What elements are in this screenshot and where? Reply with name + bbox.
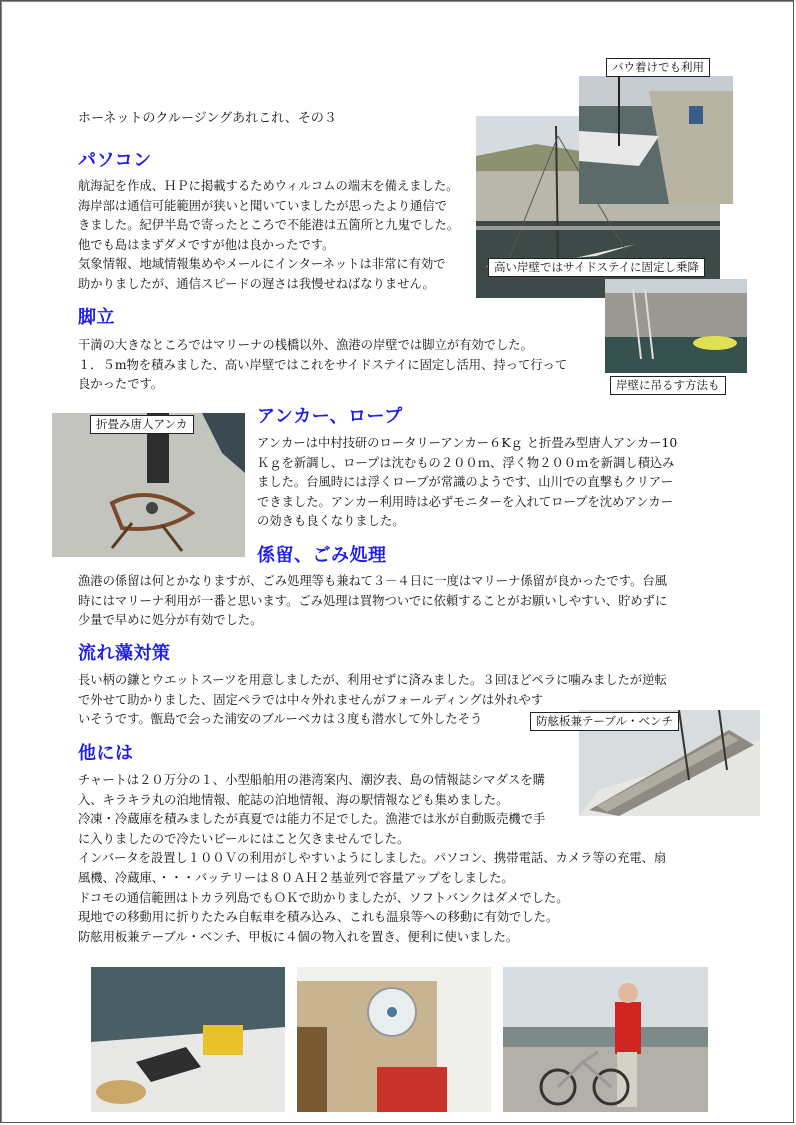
caption-hang: 岸壁に吊るす方法も — [610, 376, 726, 395]
text-line: 防舷用板兼テーブル・ベンチ、甲板に４個の物入れを置き、便利に使いました。 — [78, 929, 519, 944]
paragraph-anchor — [257, 434, 677, 532]
text-line: インバータを設置し１００Ｖの利用がしやすいようにしました。パソコン、携帯電話、カメラ等の充電、扇 — [78, 851, 667, 866]
paragraph-other — [78, 771, 666, 947]
text-line: 少量で早めに処分が有効でした。 — [78, 613, 263, 628]
text-line: 海岸部は通信可能範囲が狭いと聞いていましたが思ったより通信で — [78, 198, 447, 213]
caption-anchor: 折畳み唐人アンカ — [90, 415, 194, 434]
text-line: 航海記を作成、ＨＰに掲載するためウィルコムの端末を備えました。 — [78, 179, 459, 193]
heading-pc: パソコン — [78, 150, 152, 171]
text-line: できました。アンカー利用時は必ずモニターを入れてロープを沈めアンカー — [257, 494, 674, 509]
caption-high-wall: 高い岸壁ではサイドステイに固定し乗降 — [488, 258, 705, 277]
photo-deck-storage — [91, 967, 285, 1112]
text-line: アンカーは中村技研のロータリーアンカー６Kｇ と折畳み型唐人アンカー10 — [257, 436, 678, 450]
text-line: 助かりましたが、通信スピードの遅さは我慢せねばなりません。 — [78, 276, 435, 291]
paragraph-mooring — [78, 572, 667, 631]
text-line: 良かったです。 — [78, 377, 164, 392]
heading-other: 他には — [78, 743, 134, 764]
text-line: 漁港の係留は何とかなりますが、ごみ処理等も兼ねて３－４日に一度はマリーナ係留が良かったです。台風 — [78, 574, 667, 588]
text-line: 干満の大きなところではマリーナの桟橋以外、漁港の岸壁では脚立が有効でした。 — [78, 338, 533, 352]
text-line: で外せて助かりました、固定ペラでは中々外れませんがフォールディングは外れやす — [78, 692, 544, 707]
heading-anchor: アンカー、ロープ — [257, 406, 403, 427]
heading-weed: 流れ藻対策 — [78, 643, 171, 664]
text-line: きました。紀伊半島で寄ったところで不能港は五箇所と九鬼でした。 — [78, 218, 460, 233]
caption-bow: バウ着けでも利用 — [606, 58, 710, 77]
paragraph-ladder — [78, 336, 567, 395]
paragraph-pc — [78, 177, 459, 295]
text-line: 他でも島はまずダメですが他は良かったです。 — [78, 237, 335, 252]
caption-bench: 防舷板兼テーブル・ベンチ — [530, 712, 679, 731]
document-title: ホーネットのクルージングあれこれ、その３ — [78, 111, 337, 126]
text-line: １．５m物を積みました、高い岸壁ではこれをサイドステイに固定し活用、持って行って — [78, 357, 568, 372]
photo-man-bicycle — [503, 967, 708, 1112]
text-line: ドコモの通信範囲はトカラ列島でもＯＫで助かりましたが、ソフトバンクはダメでした。 — [78, 890, 569, 905]
photo-hanging-ladder — [605, 279, 747, 373]
text-line: Ｋｇを新調し、ロープは沈むもの２００ｍ、浮く物２００ｍを新調し積込み — [257, 455, 675, 470]
text-line: 冷凍・冷蔵庫を積みましたが真夏では能力不足でした。漁港では氷が自動販売機で手 — [78, 812, 546, 827]
photo-folding-anchor — [52, 413, 245, 557]
text-line: チャートは２０万分の１、小型船舶用の港湾案内、潮汐表、島の情報誌シマダスを購 — [78, 773, 545, 787]
text-line: 現地での移動用に折りたたみ自転車を積み込み、これも温泉等への移動に有効でした。 — [78, 910, 559, 925]
photo-cabin-fan — [297, 967, 491, 1112]
heading-ladder: 脚立 — [78, 307, 115, 328]
heading-mooring: 係留、ごみ処理 — [257, 545, 387, 566]
text-line: の効きも良くなりました。 — [257, 514, 405, 529]
text-line: 入、キラキラ丸の泊地情報、舵誌の泊地情報、海の駅情報なども集めました。 — [78, 792, 509, 807]
photo-bow-mooring — [579, 76, 733, 204]
text-line: ました。台風時には浮くロープが常識のようです、山川での直撃もクリアー — [257, 475, 674, 490]
text-line: 時にはマリーナ利用が一番と思います。ごみ処理は買物ついでに依頼することがお願いしやすい、貯めずに — [78, 593, 668, 608]
text-line: いそうです。甑島で会った浦安のブルーベカは３度も潜水して外したそう — [78, 712, 483, 727]
text-line: 気象情報、地域情報集めやメールにインターネットは非常に有効で — [78, 257, 446, 272]
text-line: 風機、冷蔵庫、・・・バッテリーは８０ＡＨ２基並列で容量アップをしました。 — [78, 870, 514, 885]
text-line: 長い柄の鎌とウエットスーツを用意しましたが、利用せずに済みました。３回ほどペラに噛みましたが逆転 — [78, 673, 667, 687]
text-line: に入りましたので冷たいビールにはこと欠きませんでした。 — [78, 831, 410, 846]
